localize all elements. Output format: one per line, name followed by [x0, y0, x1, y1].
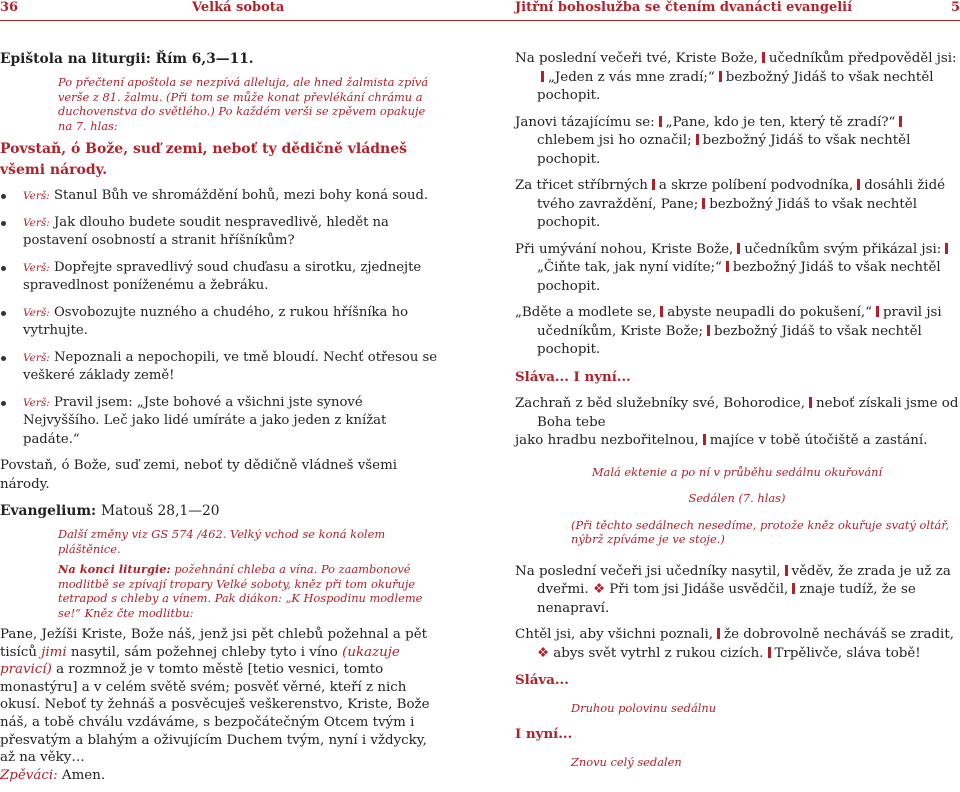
- rubric-changes: Další změny viz GS 574 /462. Velký vchod se koná kolem pláštěnice.: [58, 527, 386, 556]
- verse-label: Verš:: [23, 216, 50, 229]
- page-number-right: 5: [951, 0, 960, 15]
- rubric-second-half: Druhou polovinu sedálnu: [571, 700, 717, 715]
- psalm-verse: Verš: Nepoznali a nepochopili, ve tmě bloudí. Nechť otřesou se veškeré základy země!: [0, 349, 442, 386]
- bullet-icon: [1, 221, 6, 226]
- phrase-mark-icon: [541, 71, 544, 82]
- header-service: Jitřní bohoslužba se čtením dvanácti evangelií: [515, 0, 853, 15]
- rubric-psalm: Po přečtení apoštola se nezpívá alleluja, ale hned žalmista zpívá verše z 81. žalmu. (Při tom se může konat převlékání chrámu a duchovenstva do světlého.) Po každém verši se zpěvem opakuje na 7. hlas:: [58, 75, 429, 133]
- phrase-mark-icon: [696, 134, 699, 145]
- theotokion: Zachraň z běd služebníky své, Bohorodice, neboť získali jsme od Boha tebe: [515, 396, 959, 430]
- refrain-final: Povstaň, ó Bože, suď zemi, neboť ty dědičně vládneš všemi národy.: [0, 458, 398, 492]
- rubric-end-liturgy: Na konci liturgie: požehnání chleba a vína. Po zaambonové modlitbě se zpívají tropary Velké soboty, kněz při tom okuřuje tetrapod s chleby a vínem. Pak diákon: „K Hospodinu modleme se!“ Kněz čte modlitbu:: [58, 562, 423, 620]
- phrase-mark-icon: [792, 583, 795, 594]
- troparion: Při umývání nohou, Kriste Bože, učedníkům svým přikázal jsi:„Čiňte tak, jak nyní vidíte;“ bezbožný Jidáš to však nechtěl pochopit.: [515, 241, 959, 297]
- left-column: [0, 50, 442, 792]
- phrase-mark-icon: [717, 628, 720, 639]
- troparion: „Bděte a modlete se, abyste neupadli do pokušení,“ pravil jsi učedníkům, Kriste Bože; bezbožný Jidáš to však nechtěl pochopit.: [515, 305, 942, 357]
- psalm-verse: Verš: Osvobozujte nuzného a chudého, z rukou hříšníka ho vytrhujte.: [0, 304, 442, 341]
- glory-heading: Sláva...: [515, 672, 569, 688]
- phrase-mark-icon: [726, 261, 729, 272]
- phrase-mark-icon: [652, 179, 655, 190]
- bullet-icon: [1, 194, 6, 199]
- troparion: Za třicet stříbrných a skrze políbení podvodníka, dosáhli židé tvého zavraždění, Pane; bezbožný Jidáš to však nechtěl pochopit.: [515, 178, 946, 230]
- rubric-whole-sedalen: Znovu celý sedalen: [571, 754, 682, 769]
- phrase-mark-icon: [719, 71, 722, 82]
- singers-label: Zpěváci:: [0, 767, 58, 783]
- psalm-verse: Verš: Pravil jsem: „Jste bohové a všichni jste synové Nejvyššího. Leč jako lidé umíráte a jako jeden z knížat padáte.“: [0, 394, 442, 450]
- verse-label: Verš:: [23, 351, 50, 364]
- phrase-mark-icon: [876, 306, 879, 317]
- bullet-icon: [1, 311, 6, 316]
- psalm-verse: Verš: Dopřejte spravedlivý soud chuďasu a sirotku, zjednejte spravedlnost poníženému a žebráku.: [0, 259, 442, 296]
- verse-label: Verš:: [23, 190, 50, 202]
- phrase-mark-icon: [785, 565, 788, 576]
- header-day: Velká sobota: [192, 0, 285, 15]
- now-heading: I nyní...: [515, 726, 573, 742]
- phrase-mark-icon: [857, 179, 860, 190]
- psalm-verse: Verš: Stanul Bůh ve shromáždění bohů, mezi bohy koná soud.: [0, 187, 442, 206]
- sedalen-stanza: Chtěl jsi, aby všichni poznali, že dobrovolně necháváš se zradit, ❖ abys svět vytrhl z rukou cizích. Trpělivče, sláva tobě!: [515, 627, 954, 661]
- psalm-verse: Verš: Jak dlouho budete soudit nespravedlivě, hledět na postavení osobností a stranit hříšníkům?: [0, 214, 442, 251]
- rubric-ektenie: Malá ektenie a po ní v průběhu sedálnu okuřování: [591, 464, 883, 479]
- diamond-icon: ❖: [592, 582, 605, 597]
- page-number-left: 36: [0, 0, 19, 15]
- troparion: Na poslední večeři tvé, Kriste Bože, učedníkům předpověděl jsi:„Jeden z vás mne zradí;“ bezbožný Jidáš to však nechtěl pochopit.: [515, 51, 957, 103]
- verse-label: Verš:: [23, 396, 50, 409]
- phrase-mark-icon: [703, 434, 706, 445]
- right-column: [515, 50, 959, 775]
- bullet-icon: [1, 266, 6, 271]
- gospel-title: Evangelium: Matouš 28,1—20: [0, 503, 220, 519]
- phrase-mark-icon: [660, 306, 663, 317]
- bullet-icon: [1, 401, 6, 406]
- phrase-mark-icon: [737, 243, 740, 254]
- phrase-mark-icon: [762, 52, 765, 63]
- verse-label: Verš:: [23, 261, 50, 274]
- theotokion-end: jako hradbu nezbořitelnou, majíce v tobě útočiště a zastání.: [515, 433, 928, 448]
- phrase-mark-icon: [809, 397, 812, 408]
- phrase-mark-icon: [707, 325, 710, 336]
- verse-label: Verš:: [23, 306, 50, 319]
- bullet-icon: [1, 356, 6, 361]
- epistle-title: Epištola na liturgii: Řím 6,3—11.: [0, 51, 254, 67]
- troparion: Janovi tázajícímu se: „Pane, kdo je ten, který tě zradí?“chlebem jsi ho označil; bezbožný Jidáš to však nechtěl pochopit.: [515, 114, 911, 167]
- phrase-mark-icon: [659, 116, 662, 127]
- diamond-icon: ❖: [537, 645, 550, 661]
- header-rule: [0, 20, 960, 21]
- rubric-sedalen: (Při těchto sedálnech nesedíme, protože kněz okuřuje svatý oltář, nýbrž zpíváme je ve stoje.): [571, 517, 950, 546]
- glory-now-heading: Sláva... I nyní...: [515, 368, 631, 385]
- prayer-text: Pane, Ježíši Kriste, Bože náš, jenž jsi pět chlebů požehnal a pět tisíců jimi nasytil, sám požehnej chleby tyto i víno (ukazuje pravicí) a rozmnož je v tomto městě [tetio vesnici, tomto monastýru] a v celém světě svém; posvěť věrné, kteří z nich okusí. Neboť ty žehnáš a posvěcuješ veškerenstvo, Kriste, Bože náš, a tobě chválu vzdáváme, s bezpočátečným Otcem tvým i přesvatým a blahým a oživujícím Duchem tvým, nyní i vždycky, až na věky… Zpěváci: Amen.: [0, 627, 430, 783]
- phrase-mark-icon: [899, 116, 902, 127]
- phrase-mark-icon: [945, 243, 948, 254]
- phrase-mark-icon: [768, 647, 771, 658]
- refrain: Povstaň, ó Bože, suď zemi, neboť ty dědičně vládneš všemi národy.: [0, 141, 408, 178]
- phrase-mark-icon: [702, 198, 705, 209]
- sedalen-title: Sedálen (7. hlas): [688, 491, 786, 505]
- running-header: [0, 0, 960, 18]
- sedalen-stanza: Na poslední večeři jsi učedníky nasytil, věděv, že zrada je už za dveřmi. ❖ Při tom jsi Jidáše usvědčil, znaje tudíž, že se nenapraví.: [515, 563, 951, 616]
